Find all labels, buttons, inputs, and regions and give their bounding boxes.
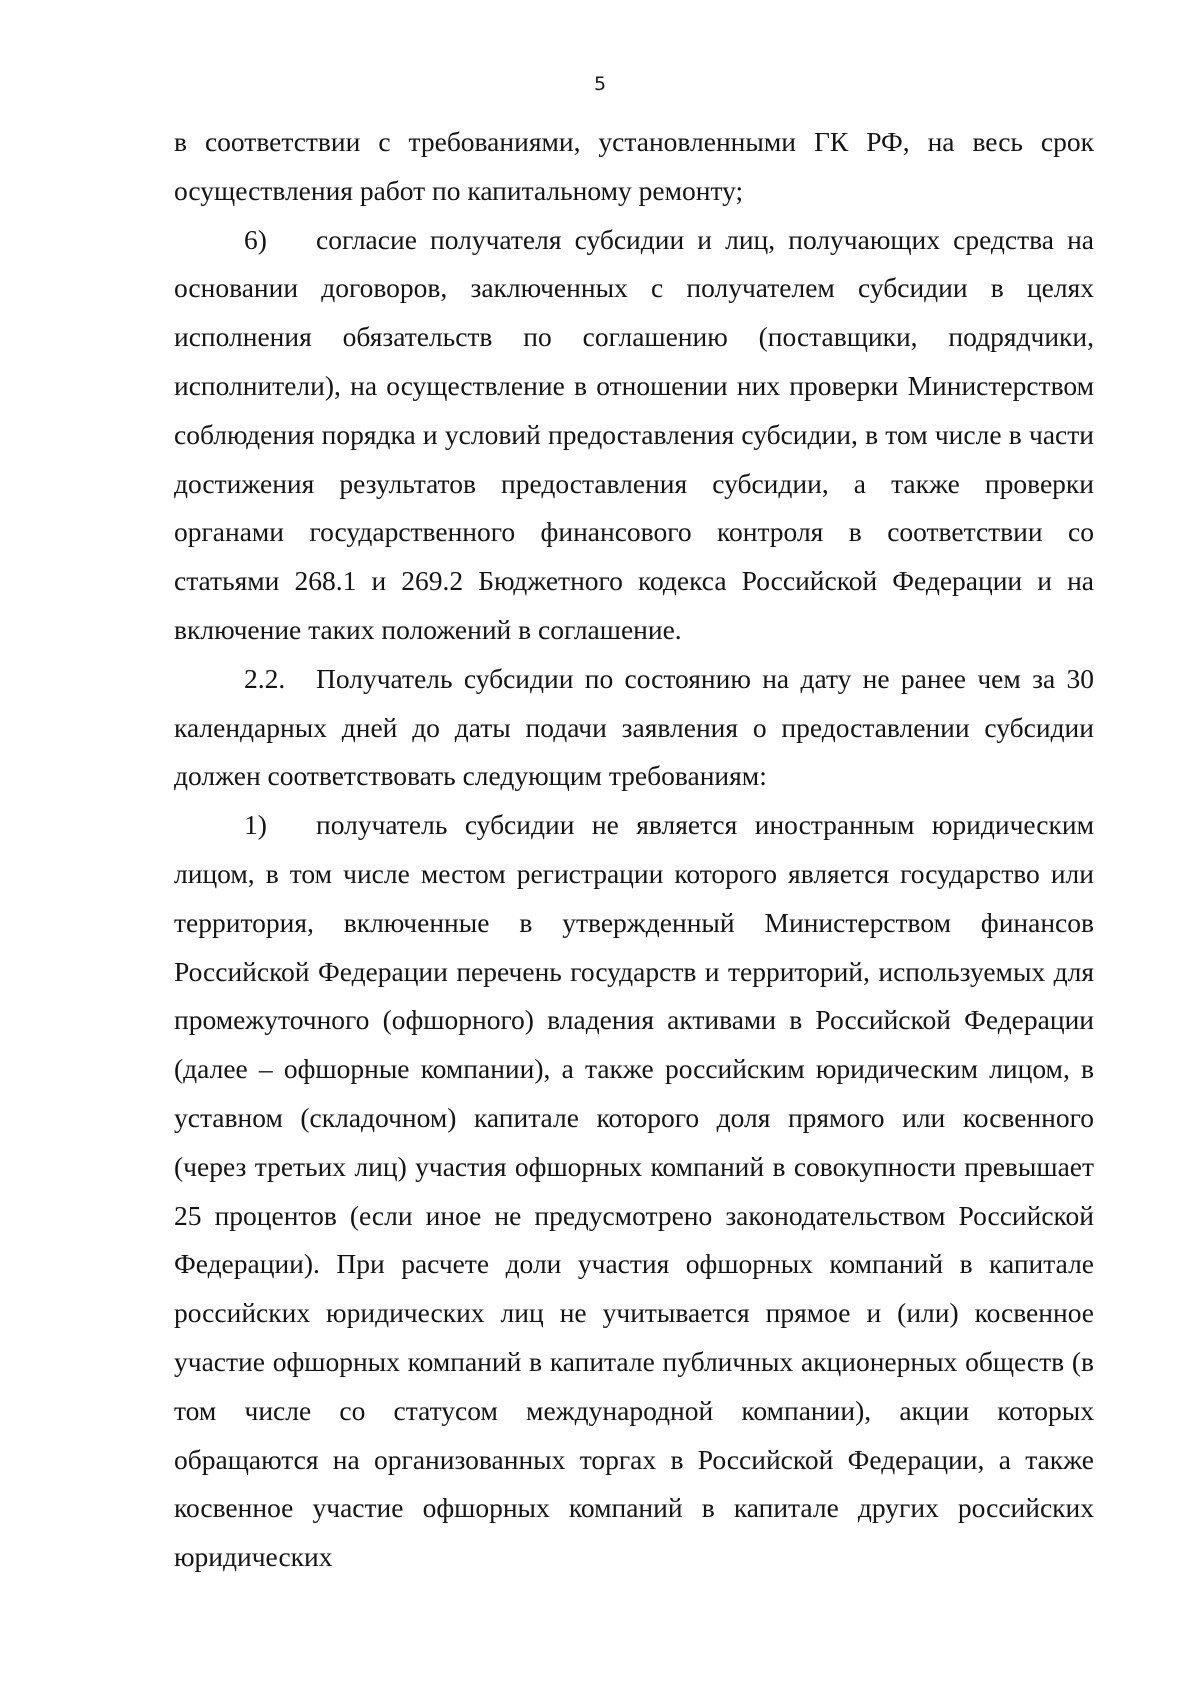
paragraph-text: согласие получателя субсидии и лиц, получающих средства на основании договоров, заключенных с получателем субсидии в целях исполнения обязательств по соглашению (поставщики, подрядчики, исполнители), на осуществление в отношении них проверки Министерством соблюдения порядка и условий предоставления субсидии, в том числе в части достижения результатов предоставления субсидии, а также проверки органами государственного финансового контроля в соответствии со статьями 268.1 и 269.2 Бюджетного кодекса Российской Федерации и на включение таких положений в соглашение. bbox=[174, 223, 1094, 645]
paragraph-text: Получатель субсидии по состоянию на дату не ранее чем за 30 календарных дней до даты подачи заявления о предоставлении субсидии должен соответствовать следующим требованиям: bbox=[174, 662, 1094, 792]
paragraph-text: в соответствии с требованиями, установленными ГК РФ, на весь срок осуществления работ по капитальному ремонту; bbox=[174, 126, 1094, 206]
document-body bbox=[174, 118, 1094, 1582]
paragraph-item-6 bbox=[174, 216, 1094, 655]
item-number: 1) bbox=[244, 809, 267, 841]
page-number: 5 bbox=[593, 73, 607, 95]
section-number: 2.2. bbox=[244, 662, 286, 694]
paragraph-section-2-2 bbox=[174, 655, 1094, 801]
item-number: 6) bbox=[244, 223, 267, 255]
paragraph-text: получатель субсидии не является иностранным юридическим лицом, в том числе местом регистрации которого является государство или территория, включенные в утвержденный Министерством финансов Российской Федерации перечень государств и территорий, используемых для промежуточного (офшорного) владения активами в Российской Федерации (далее – офшорные компании), а также российским юридическим лицом, в уставном (складочном) капитале которого доля прямого или косвенного (через третьих лиц) участия офшорных компаний в совокупности превышает 25 процентов (если иное не предусмотрено законодательством Российской Федерации). При расчете доли участия офшорных компаний в капитале российских юридических лиц не учитывается прямое и (или) косвенное участие офшорных компаний в капитале публичных акционерных обществ (в том числе со статусом международной компании), акции которых обращаются на организованных торгах в Российской Федерации, а также косвенное участие офшорных компаний в капитале других российских юридических bbox=[174, 809, 1094, 1573]
paragraph-item-1 bbox=[174, 801, 1094, 1582]
paragraph-continuation bbox=[174, 118, 1094, 216]
